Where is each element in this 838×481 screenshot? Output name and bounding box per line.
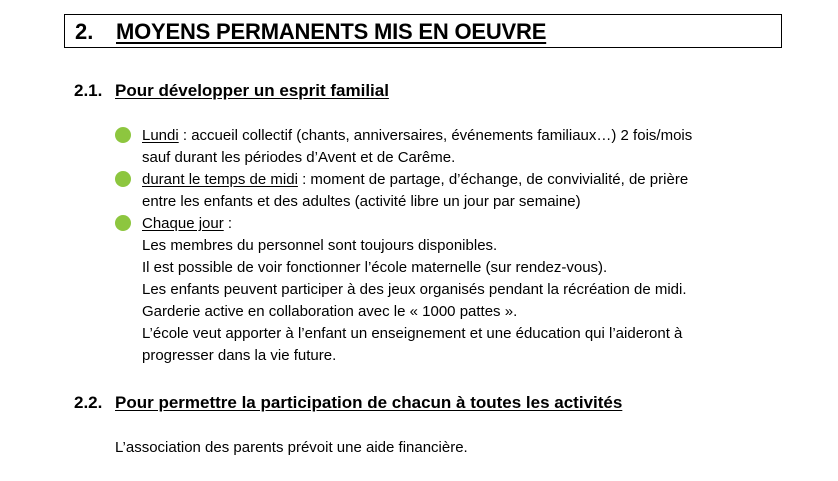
section-number: 2. [75,19,94,44]
list-item-line [142,169,688,191]
bullet-icon [115,215,131,231]
list-item-line: L’école veut apporter à l’enfant un enseignement et une éducation qui l’aideront à [142,325,683,342]
subsection-number-2: 2.2. [74,393,103,412]
item-text: : moment de partage, d’échange, de convivialité, de prière [297,171,689,188]
subsection-number-1: 2.1. [74,81,103,100]
subsection-title-1: Pour développer un esprit familial [115,81,389,100]
list-item-line: sauf durant les périodes d’Avent et de Carême. [142,149,456,166]
item-label-lundi: Lundi [142,127,179,144]
subsection-title-2: Pour permettre la participation de chacun à toutes les activités [115,393,623,412]
list-item-line [142,213,232,235]
section-title: MOYENS PERMANENTS MIS EN OEUVRE [116,19,547,44]
item-text: : accueil collectif (chants, anniversaires, événements familiaux…) 2 fois/mois [178,127,693,144]
item-label-chaque-jour: Chaque jour [142,215,224,232]
list-item-line: entre les enfants et des adultes (activité libre un jour par semaine) [142,193,581,210]
list-item-line [142,125,692,147]
list-item-line: Les enfants peuvent participer à des jeux organisés pendant la récréation de midi. [142,281,687,298]
section-heading-box [64,14,782,48]
list-item-line: Il est possible de voir fonctionner l’école maternelle (sur rendez-vous). [142,259,608,276]
bullet-icon [115,171,131,187]
item-label-midi: durant le temps de midi [142,171,298,188]
paragraph: L’association des parents prévoit une aide financière. [115,439,468,456]
list-item-line: Les membres du personnel sont toujours disponibles. [142,237,498,254]
bullet-icon [115,127,131,143]
list-item-line: progresser dans la vie future. [142,347,337,364]
item-text: : [223,215,233,232]
list-item-line: Garderie active en collaboration avec le « 1000 pattes ». [142,303,518,320]
